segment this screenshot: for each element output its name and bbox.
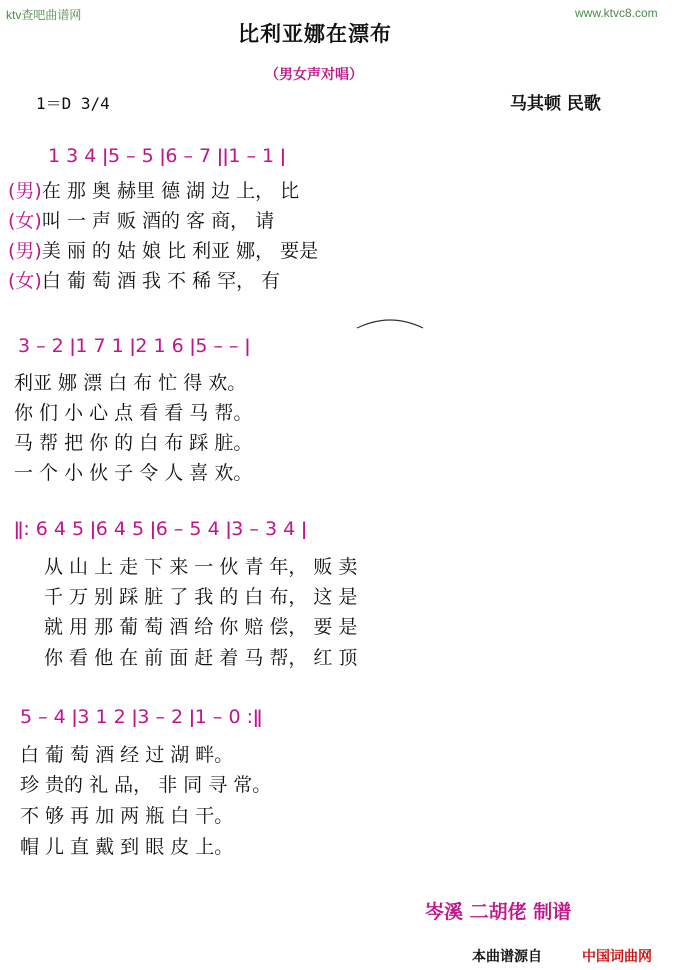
- notes-line: ǁ: 6 4 5 ǀ6 4 5 ǀ6 – 5 4 ǀ3 – 3 4 ǀ: [14, 518, 307, 540]
- lyric-line: (男)美 丽 的 姑 娘 比 利亚 娜， 要是: [8, 240, 319, 262]
- notes-line: 1 3 4 ǀ5 – 5 ǀ6 – 7 ǀǀ1 – 1 ǀ: [48, 145, 286, 167]
- lyric-line: 从 山 上 走 下 来 一 伙 青 年， 贩 卖: [44, 556, 358, 578]
- song-origin: 马其顿 民歌: [510, 94, 601, 114]
- lyric-line: 利亚 娜 漂 白 布 忙 得 欢。: [14, 372, 247, 394]
- lyric-line: 你 们 小 心 点 看 看 马 帮。: [14, 402, 253, 424]
- lyric-line: (男)在 那 奥 赫里 德 湖 边 上， 比: [8, 180, 300, 202]
- lyric-line: (女)叫 一 声 贩 酒的 客 商， 请: [8, 210, 275, 232]
- lyric-line: 白 葡 萄 酒 经 过 湖 畔。: [20, 744, 234, 766]
- notes-line: 5 – 4 ǀ3 1 2 ǀ3 – 2 ǀ1 – 0 :ǁ: [20, 706, 263, 728]
- lyric-line: 不 够 再 加 两 瓶 白 干。: [20, 805, 234, 827]
- lyric-line: 就 用 那 葡 萄 酒 给 你 赔 偿， 要 是: [44, 616, 358, 638]
- lyric-line: 一 个 小 伙 子 令 人 喜 欢。: [14, 462, 253, 484]
- source-label: 本曲谱源自: [472, 949, 542, 965]
- lyric-line: 珍 贵的 礼 品， 非 同 寻 常。: [20, 774, 272, 796]
- notes-line: 3 – 2 ǀ1 7 1 ǀ2 1 6 ǀ5 – – ǀ: [18, 335, 251, 357]
- watermark-left: ktv查吧曲谱网: [6, 8, 82, 22]
- lyric-line: 马 帮 把 你 的 白 布 踩 脏。: [14, 432, 253, 454]
- lyric-line: 帽 儿 直 戴 到 眼 皮 上。: [20, 836, 234, 858]
- source-site-link[interactable]: 中国词曲网: [582, 949, 652, 965]
- arranger-credit: 岑溪 二胡佬 制谱: [425, 901, 572, 923]
- lyric-line: (女)白 葡 萄 酒 我 不 稀 罕， 有: [8, 270, 281, 292]
- lyric-line: 你 看 他 在 前 面 赶 着 马 帮， 红 顶: [44, 647, 358, 669]
- key-signature: 1＝D 3/4: [36, 94, 110, 113]
- slur-mark: [355, 316, 425, 330]
- subtitle: （男女声对唱）: [265, 67, 363, 83]
- lyric-line: 千 万 别 踩 脏 了 我 的 白 布， 这 是: [44, 586, 358, 608]
- page-title: 比利亚娜在漂布: [238, 21, 392, 46]
- watermark-right: www.ktvc8.com: [575, 6, 658, 20]
